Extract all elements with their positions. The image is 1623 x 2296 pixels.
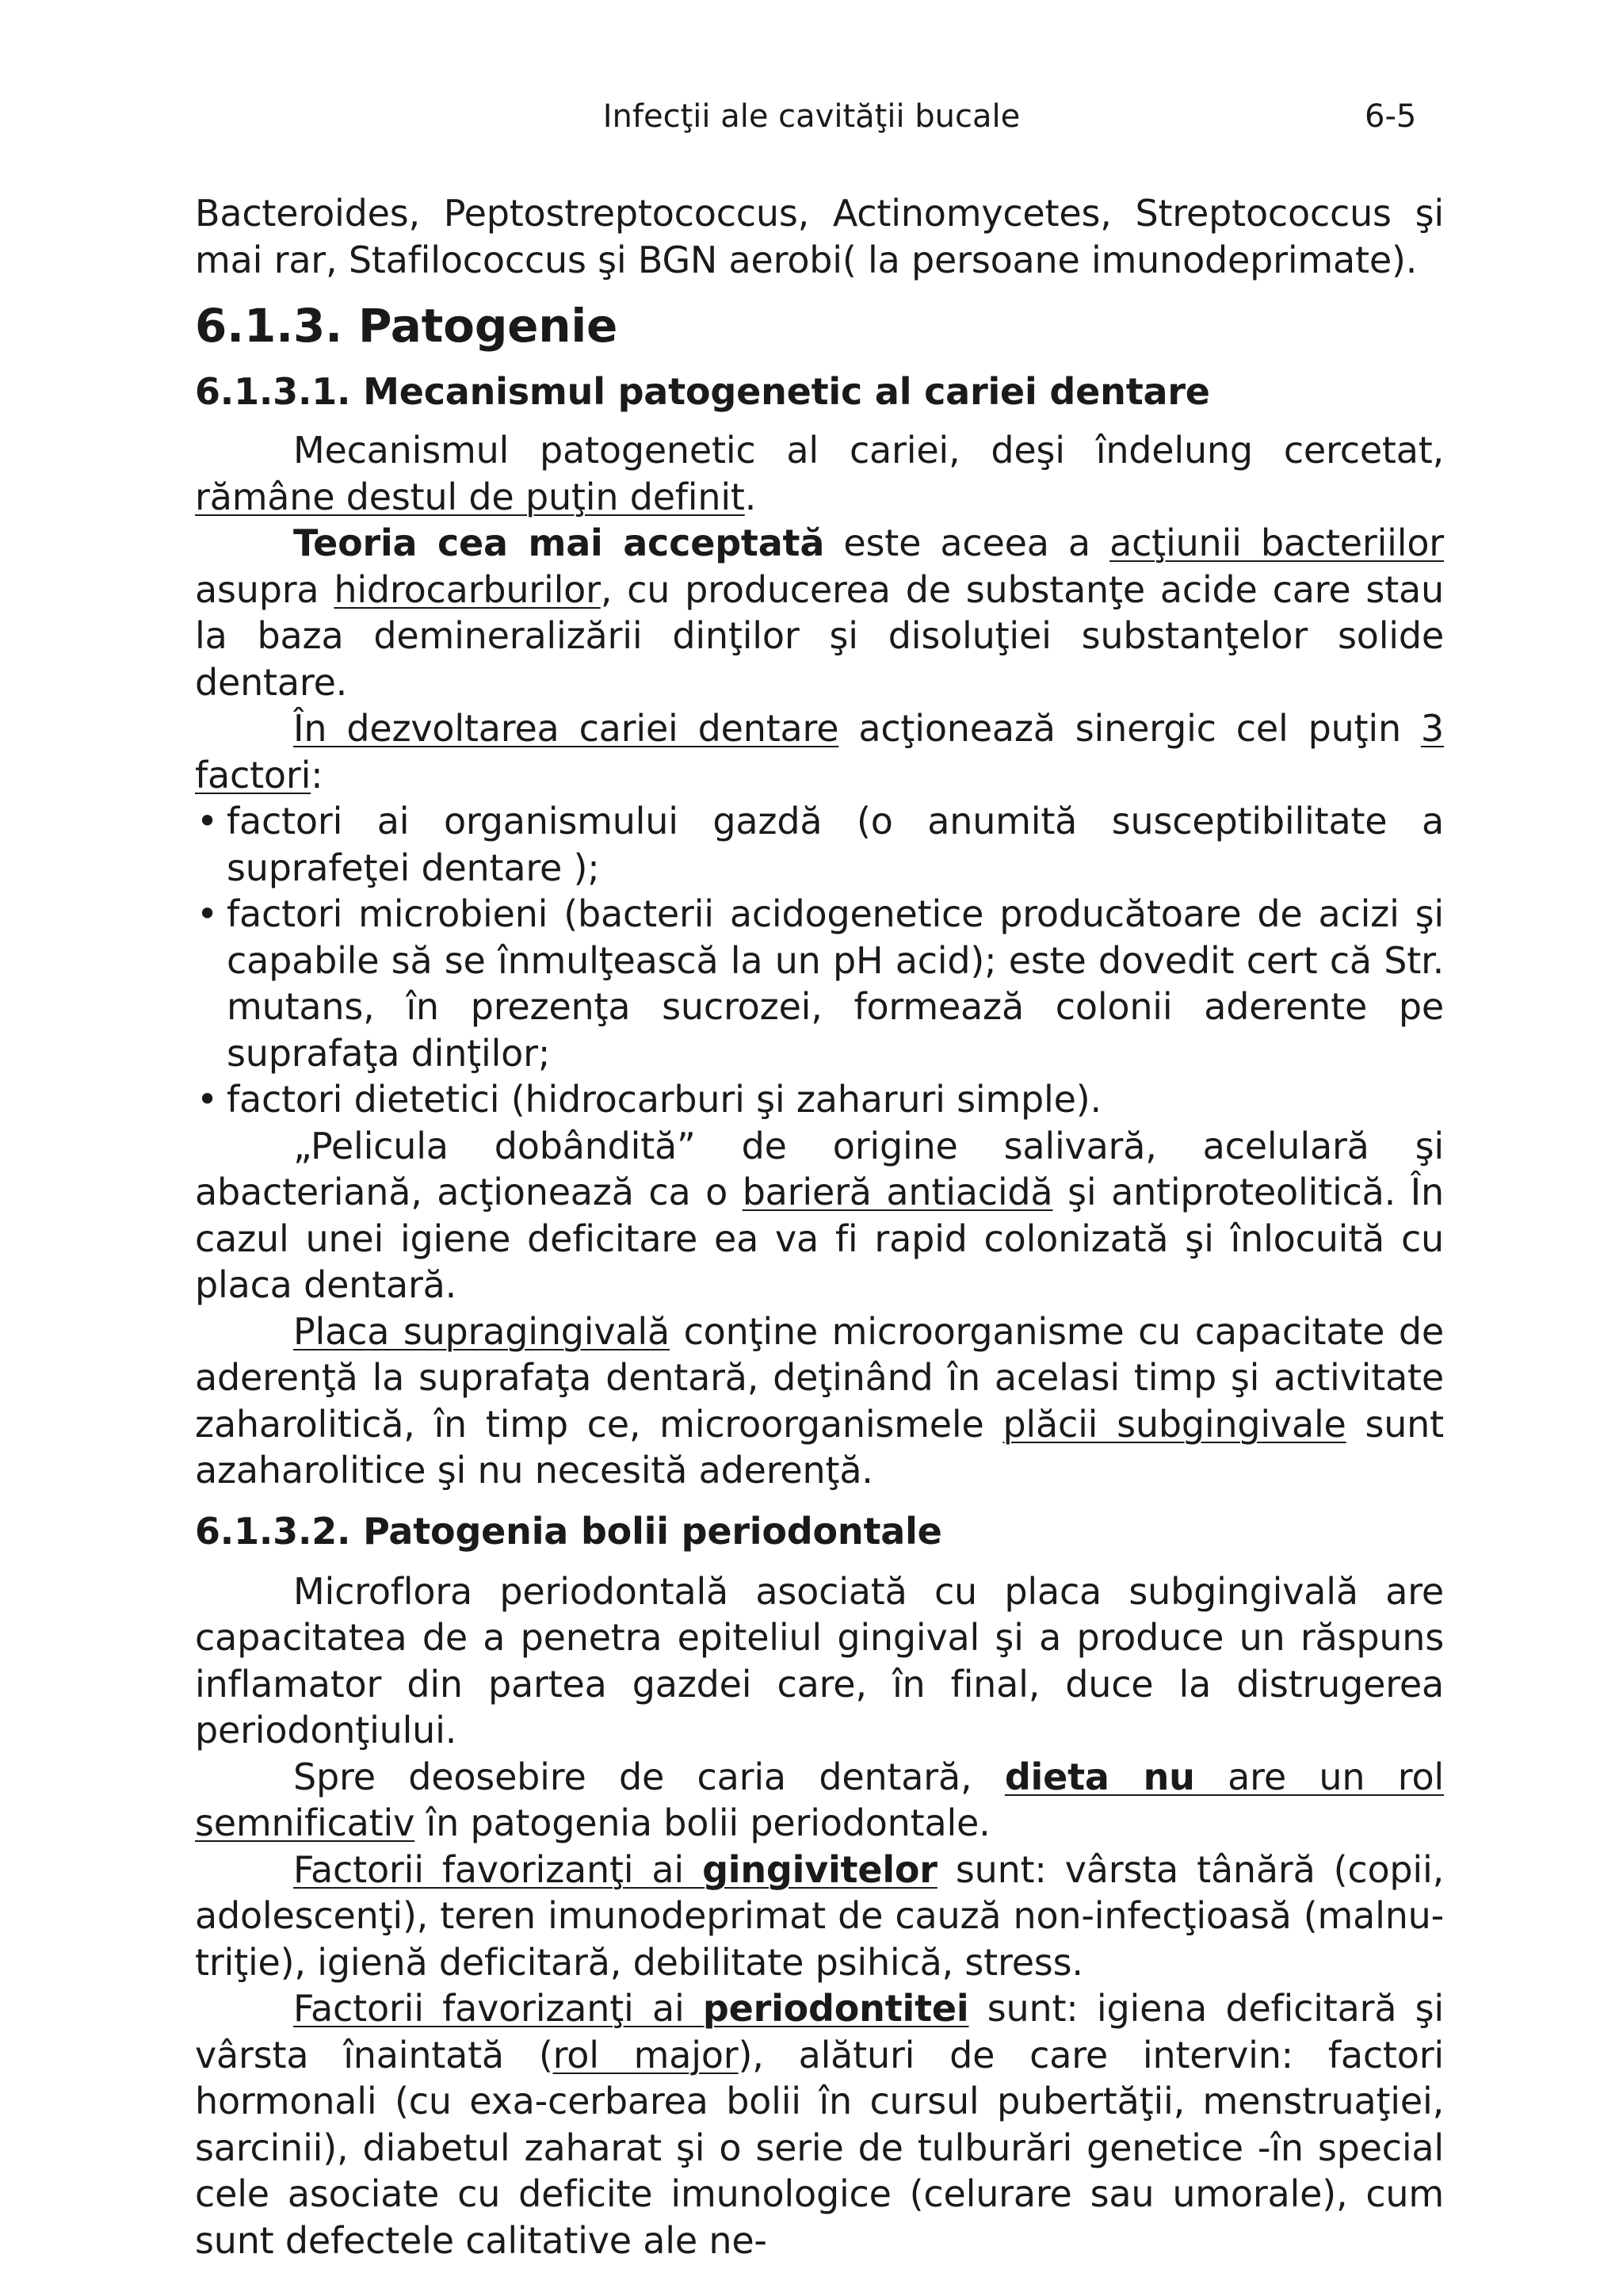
list-item-text: factori dietetici (hidrocarburi şi zaharuri simple). — [227, 1078, 1102, 1121]
underlined-text: acţiunii bacteriilor — [1109, 521, 1444, 564]
paragraph-placa — [195, 1308, 1444, 1494]
subsection-heading-periodontal: 6.1.3.2. Patogenia bolii periodontale — [195, 1509, 942, 1553]
underlined-text: hidrocarburilor — [334, 567, 601, 611]
paragraph-teoria — [195, 520, 1444, 705]
list-item — [195, 891, 1444, 1076]
bullet-icon: • — [197, 800, 218, 842]
underlined-text: Placa supragingivală — [293, 1309, 670, 1353]
bullet-icon: • — [197, 892, 218, 935]
section-heading-patogenie: 6.1.3. Patogenie — [195, 299, 618, 353]
page-number: 6-5 — [1365, 98, 1417, 135]
running-header — [0, 98, 1623, 143]
bold-text: Teoria cea mai acceptată — [293, 521, 825, 564]
document-body — [195, 190, 1444, 2264]
text: ), alături de care intervin: factori hormonali (cu exa-cerbarea bolii în cursul pubertăţii, menstruaţiei, sarcinii), diabetul zaharat şi o serie de tulburări genetice -în special cele asociate cu deficite imunologice (celurare sau umorale), cum sunt defectele calitative ale ne- — [195, 2033, 1444, 2262]
intro-paragraph: Bacteroides, Peptostreptococcus, Actinomycetes, Streptococcus şi mai rar, Stafilococcus şi BGN aerobi( la persoane imunodeprimate). — [195, 192, 1444, 281]
list-item — [195, 1076, 1444, 1123]
underlined-text: are un rol semnificativ — [195, 1755, 1444, 1844]
list-item-text: factori ai organismului gazdă (o anumită susceptibilitate a suprafeţei dentare ); — [227, 800, 1444, 889]
list-item-text: factori microbieni (bacterii acidogenetice producătoare de acizi şi capabile să se înmulţească la un pH acid); este dovedit cert că Str. mutans, în prezenţa sucrozei, formează colonii aderente pe suprafaţa dinţilor; — [227, 892, 1444, 1075]
underlined-text: rămâne destul de puţin definit — [195, 475, 745, 518]
text: . — [744, 475, 757, 518]
paragraph-gingivite — [195, 1847, 1444, 1986]
paragraph-factori-intro — [195, 705, 1444, 798]
list-item — [195, 798, 1444, 891]
text: sunt: igiena deficitară şi vârsta înaintată ( — [195, 1987, 1444, 2076]
underlined-text: Factorii favorizanţi ai — [293, 1847, 703, 1891]
paragraph-pelicula — [195, 1123, 1444, 1308]
underlined-text: rol major — [552, 2033, 739, 2076]
text: în patogenia bolii periodontale. — [414, 1801, 991, 1844]
subsection-heading-caria: 6.1.3.1. Mecanismul patogenetic al cariei dentare — [195, 370, 1210, 413]
underlined-text: plăcii subgingivale — [1002, 1402, 1346, 1446]
text: conţine microorganisme cu capacitate de aderenţă la suprafaţa dentară, deţinând în acelasi timp şi activitate zaharolitică, în timp ce, microorganismele — [195, 1309, 1444, 1446]
text: sunt: vârsta tânără (copii, adolescenţi), teren imunodeprimat de cauză non-infecţioasă (malnu-triţie), igienă deficitară, debilitate psihică, stress. — [195, 1847, 1444, 1984]
bullet-icon: • — [197, 1078, 218, 1121]
text: sunt azaharolitice şi nu necesită aderenţă. — [195, 1402, 1444, 1492]
running-title: Infecţii ale cavităţii bucale — [602, 98, 1021, 135]
text: acţionează sinergic cel puţin — [838, 707, 1421, 750]
text: Mecanismul patogenetic al cariei, deşi îndelung cercetat, — [293, 429, 1444, 472]
underlined-text: 3 factori — [195, 707, 1444, 797]
bold-underlined-text: gingivitelor — [702, 1847, 938, 1891]
underlined-text: barieră antiacidă — [742, 1171, 1053, 1213]
text: , cu producerea de substanţe acide care stau la baza demineralizării dinţilor şi disoluţiei substanţelor solide dentare. — [195, 567, 1444, 704]
text: : — [311, 753, 323, 797]
text: este aceea a — [824, 521, 1110, 564]
underlined-text: Factorii favorizanţi ai — [293, 1987, 703, 2030]
bold-underlined-text: dieta nu — [1004, 1755, 1195, 1798]
underlined-text: În dezvoltarea cariei dentare — [293, 707, 839, 750]
paragraph-periodontita — [195, 1985, 1444, 2264]
paragraph-dieta — [195, 1754, 1444, 1847]
paragraph-mecanism — [195, 427, 1444, 520]
text: şi antiproteolitică. În cazul unei igiene deficitare ea va fi rapid colonizată şi înlocuită cu placa dentară. — [195, 1171, 1445, 1306]
bold-underlined-text: periodontitei — [702, 1987, 969, 2030]
text: asupra — [195, 567, 334, 611]
text: Spre deosebire de caria dentară, — [293, 1755, 1005, 1798]
paragraph-microflora: Microflora periodontală asociată cu placa subgingivală are capacitatea de a penetra epiteliul gingival şi a produce un răspuns inflamator din partea gazdei care, în final, duce la distrugerea periodonţiului. — [195, 1569, 1444, 1752]
text: „Pelicula dobândită” de origine salivară, acelulară şi abacteriană, acţionează ca o — [195, 1124, 1444, 1213]
